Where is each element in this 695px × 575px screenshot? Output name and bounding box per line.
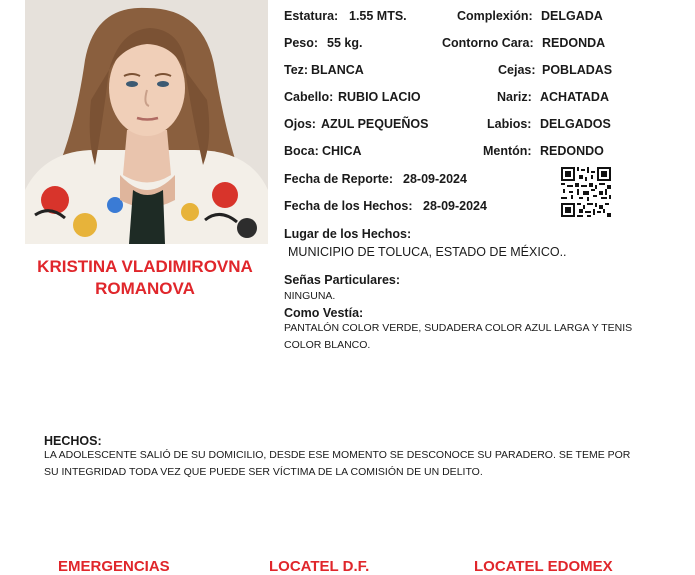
cabello-value: RUBIO LACIO — [338, 90, 421, 104]
labios-label: Labios: — [487, 117, 532, 131]
cejas-value: POBLADAS — [542, 63, 613, 77]
ojos-value: AZUL PEQUEÑOS — [321, 117, 429, 131]
ojos-label: Ojos: — [284, 117, 316, 131]
person-name — [20, 256, 270, 300]
labios-value: DELGADOS — [540, 117, 611, 131]
complexion-label: Complexión: — [457, 9, 533, 23]
estatura-label: Estatura: — [284, 9, 339, 23]
cabello-label: Cabello: — [284, 90, 334, 104]
tez-label: Tez: — [284, 63, 309, 77]
menton-label: Mentón: — [483, 144, 532, 158]
contorno-cara-label: Contorno Cara: — [442, 36, 534, 50]
name-line-1: KRISTINA VLADIMIROVNA — [37, 257, 253, 276]
senas-value: NINGUNA. — [284, 290, 336, 302]
tez-value: BLANCA — [311, 63, 364, 77]
fecha-reporte-label: Fecha de Reporte: — [284, 172, 394, 186]
person-photo — [25, 0, 268, 244]
vestia-line-2: COLOR BLANCO. — [284, 339, 371, 351]
nariz-value: ACHATADA — [540, 90, 609, 104]
hechos-line-1: LA ADOLESCENTE SALIÓ DE SU DOMICILIO, DESDE ESE MOMENTO SE DESCONOCE SU PARADERO. SE TEME POR — [44, 449, 631, 461]
lugar-hechos-value: MUNICIPIO DE TOLUCA, ESTADO DE MÉXICO.. — [288, 245, 567, 259]
peso-label: Peso: — [284, 36, 319, 50]
footer-locatel-edomex: LOCATEL EDOMEX — [474, 558, 613, 575]
peso-value: 55 kg. — [327, 36, 363, 50]
estatura-value: 1.55 MTS. — [349, 9, 407, 23]
boca-value: CHICA — [322, 144, 362, 158]
lugar-hechos-label: Lugar de los Hechos: — [284, 227, 412, 241]
fecha-hechos-value: 28-09-2024 — [423, 199, 487, 213]
menton-value: REDONDO — [540, 144, 604, 158]
vestia-line-1: PANTALÓN COLOR VERDE, SUDADERA COLOR AZUL LARGA Y TENIS — [284, 322, 633, 334]
vestia-label: Como Vestía: — [284, 306, 364, 320]
footer-emergencias: EMERGENCIAS — [58, 558, 170, 575]
complexion-value: DELGADA — [541, 9, 603, 23]
fecha-reporte-value: 28-09-2024 — [403, 172, 467, 186]
contorno-cara-value: REDONDA — [542, 36, 606, 50]
hechos-text — [44, 447, 664, 481]
hechos-line-2: SU INTEGRIDAD TODA VEZ QUE PUEDE SER VÍCTIMA DE LA COMISIÓN DE UN DELITO. — [44, 466, 483, 478]
name-line-2: ROMANOVA — [95, 279, 195, 298]
footer-locatel-df: LOCATEL D.F. — [269, 558, 370, 575]
senas-label: Señas Particulares: — [284, 273, 401, 287]
hechos-label: HECHOS: — [44, 434, 102, 448]
cejas-label: Cejas: — [498, 63, 536, 77]
fecha-hechos-label: Fecha de los Hechos: — [284, 199, 413, 213]
qr-code[interactable] — [561, 167, 611, 217]
boca-label: Boca: — [284, 144, 319, 158]
nariz-label: Nariz: — [497, 90, 532, 104]
